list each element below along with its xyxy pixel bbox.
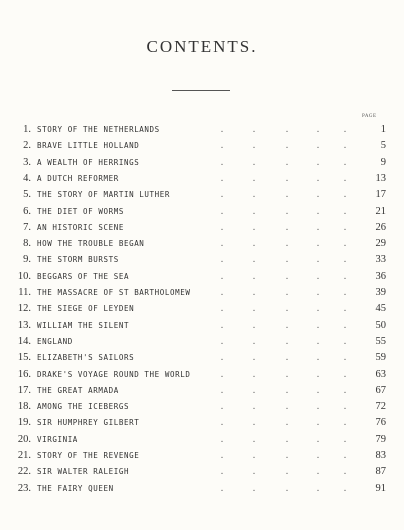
leader-dot: . — [252, 254, 256, 266]
toc-entry-page: 36 — [375, 270, 386, 282]
leader-dot: . — [343, 124, 347, 135]
toc-entry-title: STORY OF THE REVENGE — [37, 451, 140, 460]
title-rule — [172, 90, 230, 91]
toc-entry-number: 22. — [17, 466, 31, 478]
leader-dot: . — [316, 124, 320, 135]
leader-dot: . — [316, 384, 320, 396]
toc-entry — [0, 399, 404, 415]
leader-dot: . — [252, 156, 256, 168]
leader-dot: . — [285, 384, 289, 396]
toc-entry-number: 23. — [17, 482, 31, 494]
leader-dot: . — [220, 124, 224, 135]
leader-dot: . — [343, 172, 347, 184]
leader-dot: . — [252, 368, 256, 380]
toc-entry-title: THE SIEGE OF LEYDEN — [37, 304, 135, 314]
leader-dot: . — [285, 352, 289, 364]
leader-dot: . — [252, 287, 256, 298]
leader-dot: . — [285, 205, 289, 217]
leader-dot: . — [252, 319, 256, 331]
toc-entry-number: 11. — [18, 287, 31, 298]
toc-entry-title: A WEALTH OF HERRINGS — [37, 157, 140, 167]
leader-dot: . — [220, 172, 224, 184]
toc-entry — [0, 122, 404, 138]
toc-entry — [0, 481, 404, 497]
leader-dot: . — [316, 368, 320, 380]
toc-entry-number: 15. — [17, 352, 31, 364]
leader-dot: . — [285, 417, 289, 429]
leader-dot: . — [220, 270, 224, 282]
leader-dot: . — [220, 156, 224, 168]
leader-dot: . — [220, 254, 224, 266]
leader-dot: . — [343, 270, 347, 282]
leader-dot: . — [220, 384, 224, 396]
leader-dot: . — [343, 221, 347, 233]
toc-entry-page: 50 — [375, 319, 386, 331]
leader-dot: . — [343, 352, 347, 364]
toc-entry-page: 17 — [375, 189, 386, 201]
leader-dot: . — [220, 450, 224, 461]
toc-entry-title: HOW THE TROUBLE BEGAN — [37, 239, 145, 249]
toc-entry — [0, 334, 404, 350]
toc-entry-page: 76 — [375, 417, 386, 429]
toc-entry-number: 4. — [23, 172, 31, 184]
leader-dot: . — [252, 482, 256, 494]
toc-entry-title: STORY OF THE NETHERLANDS — [37, 125, 160, 134]
leader-dot: . — [285, 238, 289, 250]
leader-dot: . — [252, 221, 256, 233]
leader-dot: . — [316, 205, 320, 217]
leader-dot: . — [285, 172, 289, 184]
leader-dot: . — [285, 254, 289, 266]
toc-entry — [0, 252, 404, 268]
toc-entry-page: 5 — [380, 140, 386, 152]
leader-dot: . — [285, 189, 289, 201]
leader-dot: . — [252, 433, 256, 445]
leader-dot: . — [220, 368, 224, 380]
toc-entry-title: AMONG THE ICEBERGS — [37, 402, 130, 412]
toc-entry-page: 55 — [375, 335, 386, 347]
leader-dot: . — [252, 238, 256, 250]
leader-dot: . — [316, 254, 320, 266]
leader-dot: . — [285, 401, 289, 413]
leader-dot: . — [285, 319, 289, 331]
toc-entry — [0, 464, 404, 480]
leader-dot: . — [252, 401, 256, 413]
leader-dot: . — [252, 205, 256, 217]
toc-entry-number: 21. — [17, 450, 31, 461]
toc-entry-page: 1 — [380, 124, 386, 135]
toc-entry-title: ELIZABETH'S SAILORS — [37, 353, 135, 363]
toc-entry — [0, 432, 404, 448]
toc-entry — [0, 350, 404, 366]
toc-entry — [0, 138, 404, 154]
leader-dot: . — [220, 335, 224, 347]
leader-dot: . — [316, 352, 320, 364]
toc-entry-page: 59 — [375, 352, 386, 364]
toc-entry-title: VIRGINIA — [37, 434, 78, 444]
leader-dot: . — [316, 335, 320, 347]
toc-entry-page: 63 — [375, 368, 386, 380]
leader-dot: . — [220, 205, 224, 217]
toc-entry-number: 14. — [17, 335, 31, 347]
leader-dot: . — [316, 287, 320, 298]
leader-dot: . — [343, 205, 347, 217]
leader-dot: . — [343, 189, 347, 201]
toc-entry-number: 8. — [23, 238, 31, 250]
toc-entry-title: ENGLAND — [37, 336, 73, 346]
toc-entry-page: 39 — [375, 287, 386, 298]
leader-dot: . — [220, 482, 224, 494]
leader-dot: . — [285, 450, 289, 461]
leader-dot: . — [343, 303, 347, 315]
toc-entry — [0, 301, 404, 317]
toc-entry-number: 5. — [23, 189, 31, 201]
leader-dot: . — [316, 303, 320, 315]
toc-entry-title: BRAVE LITTLE HOLLAND — [37, 141, 140, 151]
toc-entry-number: 7. — [23, 221, 31, 233]
toc-entry — [0, 383, 404, 399]
leader-dot: . — [316, 417, 320, 429]
leader-dot: . — [285, 270, 289, 282]
toc-entry-number: 17. — [17, 384, 31, 396]
leader-dot: . — [252, 450, 256, 461]
toc-entry-page: 13 — [375, 172, 386, 184]
toc-entry-number: 18. — [17, 401, 31, 413]
leader-dot: . — [316, 482, 320, 494]
leader-dot: . — [343, 335, 347, 347]
toc-entry-page: 67 — [375, 384, 386, 396]
leader-dot: . — [343, 417, 347, 429]
toc-entry-page: 26 — [375, 221, 386, 233]
toc-entry — [0, 415, 404, 431]
toc-entry-title: SIR HUMPHREY GILBERT — [37, 418, 140, 428]
toc-entry-page: 91 — [375, 482, 386, 494]
toc-entry-number: 20. — [17, 433, 31, 445]
toc-entry-number: 16. — [17, 368, 31, 380]
leader-dot: . — [343, 482, 347, 494]
leader-dot: . — [252, 352, 256, 364]
toc-entry-title: DRAKE'S VOYAGE ROUND THE WORLD — [37, 369, 191, 379]
leader-dot: . — [316, 466, 320, 478]
toc-entry-title: AN HISTORIC SCENE — [37, 222, 124, 232]
toc-entry — [0, 220, 404, 236]
toc-entry-page: 72 — [375, 401, 386, 413]
leader-dot: . — [252, 417, 256, 429]
leader-dot: . — [343, 401, 347, 413]
leader-dot: . — [220, 140, 224, 152]
toc-entry-page: 9 — [380, 156, 386, 168]
toc-entry — [0, 187, 404, 203]
leader-dot: . — [285, 140, 289, 152]
toc-entry-page: 21 — [375, 205, 386, 217]
leader-dot: . — [343, 450, 347, 461]
leader-dot: . — [220, 352, 224, 364]
leader-dot: . — [220, 319, 224, 331]
toc-entry-number: 1. — [23, 124, 31, 135]
leader-dot: . — [316, 172, 320, 184]
toc-entry-number: 12. — [17, 303, 31, 315]
leader-dot: . — [220, 238, 224, 250]
page-column-header: PAGE — [362, 114, 377, 119]
leader-dot: . — [285, 124, 289, 135]
leader-dot: . — [252, 384, 256, 396]
toc-entry-number: 2. — [23, 140, 31, 152]
leader-dot: . — [285, 287, 289, 298]
leader-dot: . — [285, 156, 289, 168]
contents-heading: CONTENTS. — [146, 37, 258, 56]
leader-dot: . — [316, 140, 320, 152]
leader-dot: . — [343, 433, 347, 445]
leader-dot: . — [285, 482, 289, 494]
toc-entry-title: THE MASSACRE OF ST BARTHOLOMEW — [37, 288, 191, 297]
toc-entry-page: 29 — [375, 238, 386, 250]
toc-entry-number: 3. — [23, 156, 31, 168]
leader-dot: . — [343, 156, 347, 168]
toc-entry — [0, 318, 404, 334]
toc-entry-title: THE STORY OF MARTIN LUTHER — [37, 190, 170, 200]
toc-entry — [0, 155, 404, 171]
toc-entry — [0, 171, 404, 187]
leader-dot: . — [220, 466, 224, 478]
leader-dot: . — [316, 450, 320, 461]
leader-dot: . — [285, 433, 289, 445]
leader-dot: . — [252, 466, 256, 478]
toc-entry — [0, 285, 404, 301]
leader-dot: . — [343, 368, 347, 380]
leader-dot: . — [316, 156, 320, 168]
leader-dot: . — [220, 417, 224, 429]
leader-dot: . — [285, 335, 289, 347]
leader-dot: . — [285, 221, 289, 233]
leader-dot: . — [252, 335, 256, 347]
leader-dot: . — [285, 368, 289, 380]
toc-entry-page: 45 — [375, 303, 386, 315]
leader-dot: . — [220, 303, 224, 315]
toc-entry-title: BEGGARS OF THE SEA — [37, 271, 130, 281]
leader-dot: . — [252, 124, 256, 135]
toc-entry-title: THE GREAT ARMADA — [37, 385, 119, 395]
leader-dot: . — [316, 401, 320, 413]
toc-entry — [0, 236, 404, 252]
toc-entry — [0, 448, 404, 464]
leader-dot: . — [316, 238, 320, 250]
leader-dot: . — [252, 140, 256, 152]
toc-entry-title: A DUTCH REFORMER — [37, 173, 119, 183]
leader-dot: . — [343, 384, 347, 396]
toc-entry-title: THE DIET OF WORMS — [37, 206, 124, 216]
leader-dot: . — [316, 319, 320, 331]
leader-dot: . — [316, 433, 320, 445]
leader-dot: . — [316, 189, 320, 201]
toc-entry-number: 10. — [17, 270, 31, 282]
leader-dot: . — [343, 140, 347, 152]
toc-entry — [0, 367, 404, 383]
leader-dot: . — [343, 238, 347, 250]
leader-dot: . — [252, 270, 256, 282]
leader-dot: . — [285, 303, 289, 315]
leader-dot: . — [220, 401, 224, 413]
leader-dot: . — [220, 287, 224, 298]
toc-entry-number: 6. — [23, 205, 31, 217]
leader-dot: . — [252, 303, 256, 315]
leader-dot: . — [220, 189, 224, 201]
toc-entry-number: 9. — [23, 254, 31, 266]
toc-entry-title: SIR WALTER RALEIGH — [37, 467, 130, 477]
leader-dot: . — [252, 172, 256, 184]
toc-entry — [0, 204, 404, 220]
leader-dot: . — [343, 287, 347, 298]
leader-dot: . — [285, 466, 289, 478]
toc-entry-page: 83 — [375, 450, 386, 461]
toc-entry-title: THE STORM BURSTS — [37, 255, 119, 265]
toc-entry-title: THE FAIRY QUEEN — [37, 483, 114, 493]
leader-dot: . — [220, 221, 224, 233]
toc-entry-page: 33 — [375, 254, 386, 266]
leader-dot: . — [252, 189, 256, 201]
leader-dot: . — [220, 433, 224, 445]
leader-dot: . — [316, 221, 320, 233]
leader-dot: . — [343, 254, 347, 266]
toc-entry-number: 19. — [17, 417, 31, 429]
toc-entry-page: 79 — [375, 433, 386, 445]
toc-entry-page: 87 — [375, 466, 386, 478]
toc-entry — [0, 269, 404, 285]
leader-dot: . — [316, 270, 320, 282]
toc-entry-title: WILLIAM THE SILENT — [37, 320, 130, 330]
leader-dot: . — [343, 319, 347, 331]
leader-dot: . — [343, 466, 347, 478]
toc-entry-number: 13. — [17, 319, 31, 331]
